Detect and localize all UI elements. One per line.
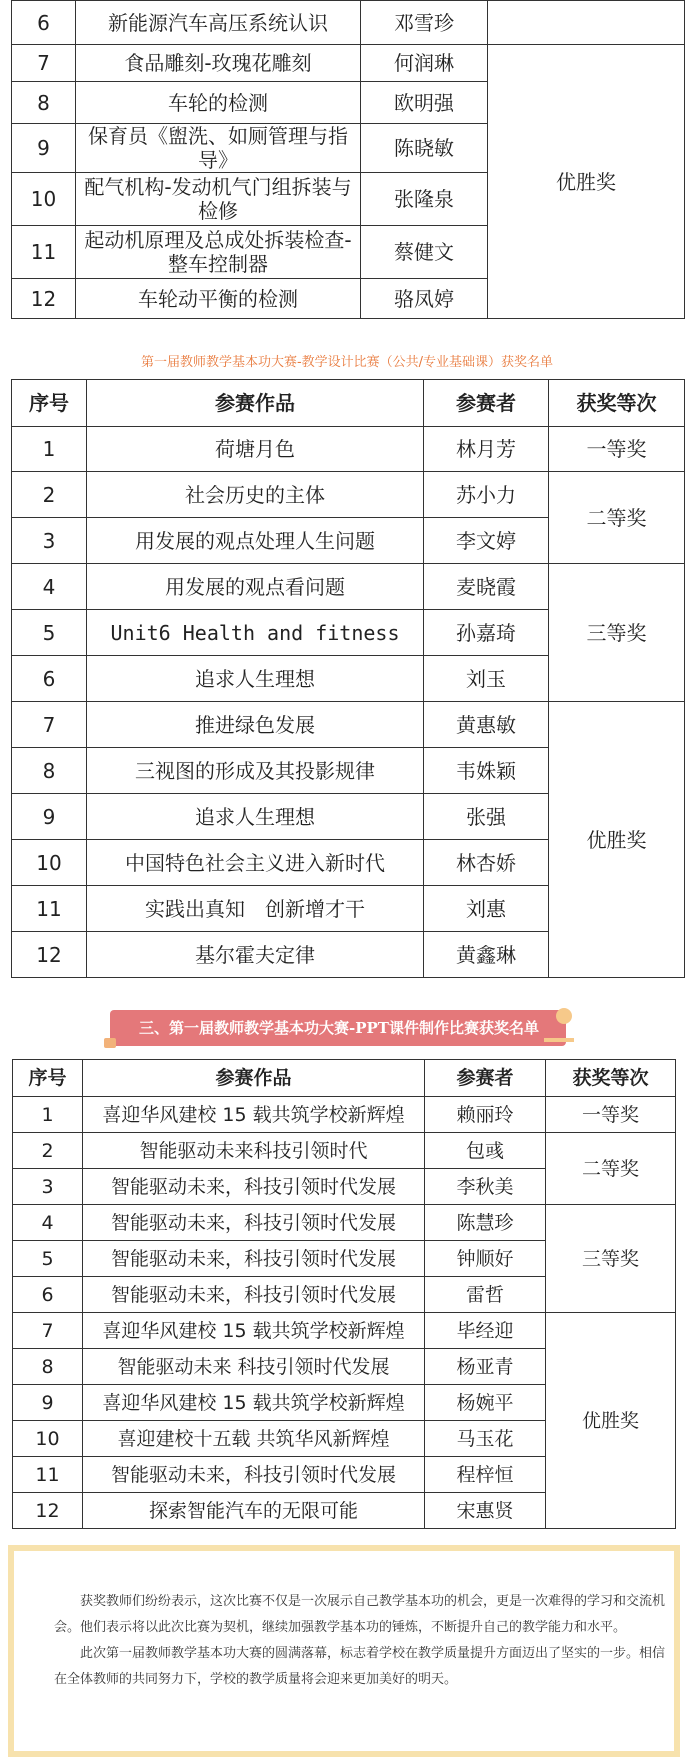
summary-text [54,1589,674,1693]
participant-name: 欧明强 [361,82,488,124]
participant-name: 张隆泉 [361,173,488,226]
row-number: 9 [12,124,76,173]
row-number: 1 [13,1097,83,1133]
table-row [13,1205,676,1241]
entry-title: 保育员《盥洗、如厕管理与指导》 [76,124,361,173]
header-award: 获奖等次 [546,1060,676,1097]
header-award: 获奖等次 [549,380,685,427]
entry-title: 起动机原理及总成处拆装检查-整车控制器 [76,226,361,279]
participant-name: 杨婉平 [425,1385,546,1421]
row-number: 11 [12,226,76,279]
row-number: 11 [13,1457,83,1493]
participant-name: 雷哲 [425,1277,546,1313]
row-number: 8 [12,82,76,124]
participant-name: 毕经迎 [425,1313,546,1349]
entry-title: 追求人生理想 [87,794,424,840]
award-level: 优胜奖 [549,702,685,978]
participant-name: 张强 [424,794,549,840]
table-row [12,1,685,45]
table-row [12,702,685,748]
section-title-ppt: 三、第一届教师教学基本功大赛-PPT课件制作比赛获奖名单 [139,1019,539,1037]
row-number: 7 [12,702,87,748]
row-number: 6 [12,1,76,45]
participant-name: 邓雪珍 [361,1,488,45]
participant-name: 蔡健文 [361,226,488,279]
participant-name: 麦晓霞 [424,564,549,610]
award-level: 优胜奖 [488,45,685,319]
participant-name: 林月芳 [424,427,549,472]
row-number: 11 [12,886,87,932]
row-number: 9 [12,794,87,840]
entry-title: 智能驱动未来科技引领时代 [83,1133,425,1169]
participant-name: 陈慧珍 [425,1205,546,1241]
entry-title: 用发展的观点看问题 [87,564,424,610]
row-number: 1 [12,427,87,472]
entry-title: 荷塘月色 [87,427,424,472]
participant-name: 程梓恒 [425,1457,546,1493]
summary-paragraph-2: 此次第一届教师教学基本功大赛的圆满落幕，标志着学校在教学质量提升方面迈出了坚实的一步。相信在全体教师的共同努力下，学校的教学质量将会迎来更加美好的明天。 [54,1646,666,1687]
entry-title: 智能驱动未来，科技引领时代发展 [83,1457,425,1493]
entry-title: 探索智能汽车的无限可能 [83,1493,425,1529]
participant-name: 李文婷 [424,518,549,564]
participant-name: 钟顺好 [425,1241,546,1277]
row-number: 10 [12,173,76,226]
entry-title: 推进绿色发展 [87,702,424,748]
row-number: 8 [12,748,87,794]
award-level: 二等奖 [549,472,685,564]
entry-title: 车轮动平衡的检测 [76,279,361,319]
entry-title: 配气机构-发动机气门组拆装与检修 [76,173,361,226]
participant-name: 杨亚青 [425,1349,546,1385]
participant-name: 赖丽玲 [425,1097,546,1133]
header-number: 序号 [13,1060,83,1097]
entry-title: 社会历史的主体 [87,472,424,518]
participant-name: 李秋美 [425,1169,546,1205]
participant-name: 刘玉 [424,656,549,702]
participant-name: 孙嘉琦 [424,610,549,656]
participant-name: 刘惠 [424,886,549,932]
entry-title: 用发展的观点处理人生问题 [87,518,424,564]
entry-title: 智能驱动未来 科技引领时代发展 [83,1349,425,1385]
entry-title: Unit6 Health and fitness [87,610,424,656]
participant-name: 黄惠敏 [424,702,549,748]
entry-title: 实践出真知 创新增才干 [87,886,424,932]
row-number: 7 [13,1313,83,1349]
row-number: 6 [13,1277,83,1313]
ppt-award-table [12,1059,676,1529]
summary-box [8,1545,680,1757]
row-number: 5 [12,610,87,656]
entry-title: 中国特色社会主义进入新时代 [87,840,424,886]
row-number: 12 [12,932,87,978]
award-level: 三等奖 [546,1205,676,1313]
table-row [13,1133,676,1169]
table-row [12,472,685,518]
participant-name: 包彧 [425,1133,546,1169]
participant-name: 苏小力 [424,472,549,518]
entry-title: 喜迎华风建校 15 载共筑学校新辉煌 [83,1097,425,1133]
header-work: 参赛作品 [87,380,424,427]
teaching-design-award-table [11,379,685,978]
table-row [13,1097,676,1133]
row-number: 2 [12,472,87,518]
row-number: 12 [12,279,76,319]
row-number: 3 [12,518,87,564]
entry-title: 喜迎华风建校 15 载共筑学校新辉煌 [83,1313,425,1349]
table-row [12,45,685,82]
entry-title: 车轮的检测 [76,82,361,124]
participant-name: 陈晓敏 [361,124,488,173]
entry-title: 智能驱动未来，科技引领时代发展 [83,1277,425,1313]
participant-name: 何润琳 [361,45,488,82]
entry-title: 喜迎华风建校 15 载共筑学校新辉煌 [83,1385,425,1421]
table-row [12,564,685,610]
participant-name: 韦姝颖 [424,748,549,794]
participant-name: 黄鑫琳 [424,932,549,978]
participant-name: 宋惠贤 [425,1493,546,1529]
row-number: 6 [12,656,87,702]
row-number: 4 [12,564,87,610]
entry-title: 智能驱动未来，科技引领时代发展 [83,1241,425,1277]
entry-title: 三视图的形成及其投影规律 [87,748,424,794]
entry-title: 新能源汽车高压系统认识 [76,1,361,45]
table-row [13,1313,676,1349]
row-number: 12 [13,1493,83,1529]
participant-name: 马玉花 [425,1421,546,1457]
header-participant: 参赛者 [425,1060,546,1097]
award-level: 二等奖 [546,1133,676,1205]
row-number: 7 [12,45,76,82]
row-number: 4 [13,1205,83,1241]
row-number: 9 [13,1385,83,1421]
row-number: 10 [13,1421,83,1457]
award-table-continued [11,0,685,319]
participant-name: 骆凤婷 [361,279,488,319]
header-number: 序号 [12,380,87,427]
row-number: 10 [12,840,87,886]
section-title-teaching-design: 第一届教师教学基本功大赛-教学设计比赛（公共/专业基础课）获奖名单 [140,355,554,370]
summary-paragraph-1: 获奖教师们纷纷表示，这次比赛不仅是一次展示自己教学基本功的机会，更是一次难得的学习和交流机会。他们表示将以此次比赛为契机，继续加强教学基本功的锤炼，不断提升自己的教学能力和水平。 [54,1594,666,1635]
row-number: 3 [13,1169,83,1205]
header-participant: 参赛者 [424,380,549,427]
entry-title: 智能驱动未来，科技引领时代发展 [83,1169,425,1205]
entry-title: 智能驱动未来，科技引领时代发展 [83,1205,425,1241]
table-row [12,427,685,472]
award-level: 一等奖 [546,1097,676,1133]
header-work: 参赛作品 [83,1060,425,1097]
row-number: 8 [13,1349,83,1385]
participant-name: 林杏娇 [424,840,549,886]
row-number: 2 [13,1133,83,1169]
row-number: 5 [13,1241,83,1277]
award-level: 三等奖 [549,564,685,702]
entry-title: 食品雕刻-玫瑰花雕刻 [76,45,361,82]
entry-title: 基尔霍夫定律 [87,932,424,978]
table-header-row [13,1060,676,1097]
award-level: 优胜奖 [546,1313,676,1529]
award-level: 一等奖 [549,427,685,472]
table-header-row [12,380,685,427]
entry-title: 喜迎建校十五载 共筑华风新辉煌 [83,1421,425,1457]
section-banner-ppt [104,1008,574,1048]
award-cell-empty [488,1,685,45]
entry-title: 追求人生理想 [87,656,424,702]
